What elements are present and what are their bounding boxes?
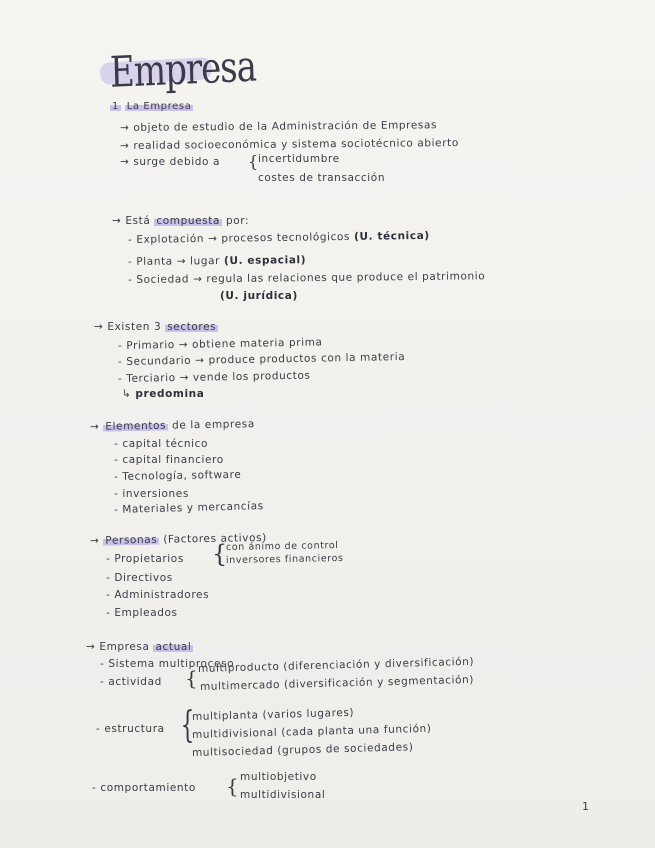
actual-item: - comportamiento: [92, 782, 196, 794]
sector-item: - Secundario → produce productos con la materia: [117, 350, 406, 368]
actual-sub-item: multimercado (diversificación y segmentación): [199, 673, 475, 693]
elementos-suffix: de la empresa: [171, 418, 255, 432]
brace-mark: {: [212, 540, 228, 568]
personas-label: Personas: [105, 533, 158, 547]
compuesta-item-text: - Explotación → procesos tecnológicos: [127, 230, 351, 246]
actual-item: - actividad: [100, 676, 162, 688]
actual-sub-item: multidivisional: [240, 789, 326, 801]
persona-item: - Empleados: [106, 607, 178, 619]
sectores-label: sectores: [167, 321, 217, 333]
compuesta-suffix: por:: [225, 215, 250, 227]
bullet-line: → surge debido a: [120, 156, 221, 168]
compuesta-item-tag: (U. espacial): [223, 254, 307, 267]
compuesta-label: compuesta: [156, 215, 220, 227]
elemento-item: - capital financiero: [114, 454, 224, 466]
persona-sub-item: con ánimo de control: [225, 540, 339, 553]
brace-mark: {: [185, 666, 198, 690]
actual-sub-item: multiplanta (varios lugares): [191, 706, 355, 723]
surge-item: costes de transacción: [258, 172, 386, 184]
brace-mark: {: [226, 774, 239, 798]
actual-item: - estructura: [96, 723, 165, 735]
actual-sub-item: multiobjetivo: [240, 771, 317, 783]
bullet-line: → objeto de estudio de la Administración de Empresas: [119, 119, 438, 134]
page-number: 1: [582, 800, 589, 813]
surge-item: incertidumbre: [258, 153, 340, 165]
bullet-line: → realidad socioeconómica y sistema sociotécnico abierto: [119, 137, 459, 152]
elemento-item: - Tecnología, software: [113, 468, 242, 483]
elemento-item: - Materiales y mercancías: [113, 500, 264, 516]
sector-item: - Primario → obtiene materia prima: [117, 336, 323, 352]
section-heading-empresa: [110, 100, 193, 114]
actual-lead: → Empresa: [86, 641, 150, 653]
elementos-heading: [90, 417, 255, 434]
elemento-item: - inversiones: [114, 488, 189, 500]
actual-sub-item: multisociedad (grupos de sociedades): [191, 741, 414, 759]
persona-item: - Propietarios: [106, 553, 184, 565]
persona-item: - Administradores: [106, 589, 210, 601]
personas-suffix: (Factores activos): [163, 531, 267, 546]
elemento-item: - capital técnico: [114, 438, 209, 450]
actual-label: actual: [155, 641, 192, 653]
persona-item: - Directivos: [106, 572, 173, 584]
sector-note-text: predomina: [135, 388, 205, 400]
compuesta-lead: → Está: [112, 215, 151, 227]
sectores-heading: [94, 320, 218, 334]
sector-note: [122, 387, 204, 401]
section-heading-text: La Empresa: [126, 101, 192, 112]
compuesta-item-tag: (U. técnica): [353, 229, 430, 243]
compuesta-item-text: - Planta → lugar: [127, 255, 221, 268]
compuesta-item: - Sociedad → regula las relaciones que produce el patrimonio: [127, 270, 486, 286]
actual-sub-item: multiproducto (diferenciación y diversificación): [197, 655, 475, 675]
elementos-lead: →: [89, 420, 100, 433]
compuesta-item-tag: (U. jurídica): [220, 290, 298, 302]
arrow-icon: ↳: [122, 388, 132, 400]
compuesta-item: [128, 253, 306, 269]
page-title: Empresa: [109, 41, 257, 99]
elementos-label: Elementos: [105, 419, 167, 433]
actual-sub-item: multidivisional (cada planta una función): [191, 722, 432, 741]
compuesta-heading: [112, 214, 249, 228]
actual-heading: [86, 640, 193, 654]
brace-mark: {: [180, 705, 195, 746]
compuesta-item: [128, 229, 430, 247]
actual-item: - Sistema multiproceso: [100, 658, 235, 670]
brace-mark: {: [248, 152, 259, 171]
sectores-lead: → Existen 3: [94, 321, 162, 333]
section-number: 1: [112, 101, 119, 112]
sector-item: - Terciario → vende los productos: [117, 369, 311, 385]
personas-lead: →: [89, 534, 100, 547]
persona-sub-item: inversores financieros: [225, 552, 344, 566]
